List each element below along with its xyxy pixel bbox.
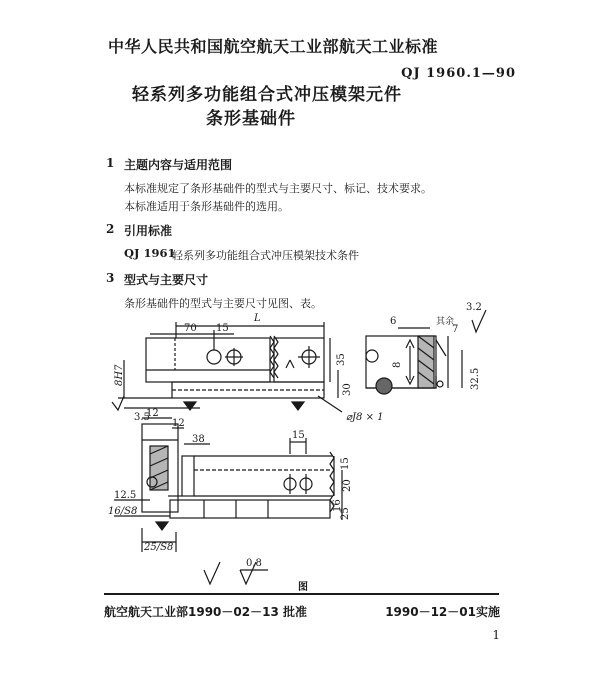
dim-3-5: 3.5 [134, 412, 150, 423]
dim-7: 7 [452, 324, 459, 335]
dim-12-5: 12.5 [114, 490, 137, 501]
dim-15-right: 15 [340, 457, 351, 470]
section-2-title: 引用标准 [124, 224, 173, 238]
dim-30: 30 [342, 383, 353, 396]
dim-8: 8 [392, 361, 403, 368]
dim-12-a: 12 [146, 408, 159, 419]
figure-caption: 图 [298, 582, 308, 593]
dim-16: 16 [332, 499, 343, 512]
dim-70: 70 [184, 323, 197, 334]
section-1-number: 1 [106, 156, 115, 170]
fit-25-S8: 25/S8 [144, 542, 174, 553]
dim-L: L [254, 313, 261, 324]
fit-J8: ⌀J8 × 1 [346, 412, 384, 423]
fit-16-S8: 16/S8 [108, 506, 138, 517]
dim-35: 35 [336, 353, 347, 366]
side-view [366, 310, 486, 394]
dim-12-b: 12 [172, 418, 185, 429]
section-1-paragraph-1: 本标准规定了条形基础件的型式与主要尺寸、标记、技术要求。 [124, 182, 432, 195]
hole-1 [207, 350, 221, 364]
standard-number: QJ 1960.1—90 [401, 66, 516, 81]
dim-20: 20 [342, 479, 353, 492]
document-organization-header: 中华人民共和国航空航天工业部航天工业标准 [108, 37, 439, 56]
roughness-3-2: 3.2 [466, 302, 482, 313]
dim-25: 25 [340, 507, 351, 520]
section-1-title: 主题内容与适用范围 [124, 158, 233, 172]
top-view [112, 322, 342, 412]
document-title-line2: 条形基础件 [206, 109, 296, 129]
fit-8H7: 8H7 [114, 364, 125, 386]
dim-32-5: 32.5 [470, 367, 481, 390]
reference-standard-title: 轻系列多功能组合式冲压模架技术条件 [172, 249, 359, 262]
footer-divider [104, 593, 499, 595]
dim-38: 38 [192, 434, 205, 445]
dim-15-mid: 15 [292, 430, 305, 441]
section-1-paragraph-2: 本标准适用于条形基础件的选用。 [124, 200, 289, 213]
section-3-paragraph-1: 条形基础件的型式与主要尺寸见图、表。 [124, 297, 322, 310]
effective-date: 1990－12－01实施 [385, 605, 500, 619]
document-title-line1: 轻系列多功能组合式冲压模架元件 [132, 85, 402, 105]
roughness-0-8: 0.8 [246, 558, 262, 569]
surface-other-note: 其余 [436, 317, 455, 327]
section-2-number: 2 [106, 222, 115, 236]
page-number: 1 [492, 628, 500, 642]
section-3-title: 型式与主要尺寸 [124, 273, 209, 287]
dim-15-top: 15 [216, 323, 229, 334]
approval-date: 航空航天工业部1990－02－13 批准 [104, 605, 307, 619]
dim-6: 6 [390, 316, 397, 327]
reference-standard-code: QJ 1961 [124, 246, 176, 260]
section-3-number: 3 [106, 271, 115, 285]
section-view [114, 418, 342, 584]
